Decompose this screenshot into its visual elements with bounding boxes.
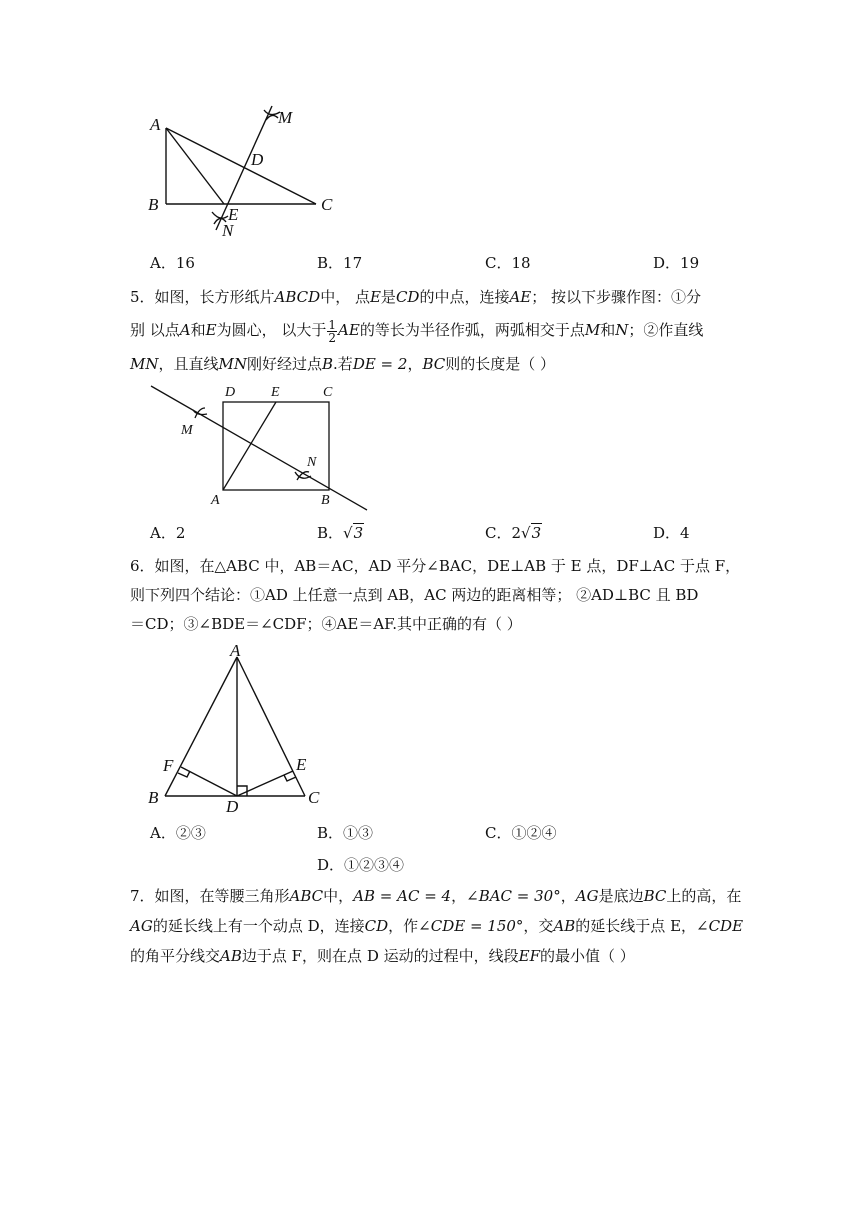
q5-label-m: M (181, 423, 193, 438)
q6-line-2: 则下列四个结论：①AD 上任意一点到 AB，AC 两边的距离相等； ②AD⊥BC 且 BD (130, 586, 699, 604)
q4-option-a: A．16 (150, 254, 195, 272)
q6-right-angle-f (178, 771, 190, 777)
q5-line-mn (151, 386, 367, 510)
q6-line-3: ＝CD；③∠BDE＝∠CDF；④AE＝AF.其中正确的有（ ） (130, 615, 522, 633)
q6-option-b: B．①③ (317, 824, 374, 842)
q5-option-d: D．4 (653, 524, 690, 542)
q6-segment-ab (165, 657, 237, 796)
q5-option-b-sqrt: √3 (343, 524, 364, 542)
q7-line-2: AG的延长线上有一个动点 D，连接CD，作∠CDE = 150°，交AB的延长线于点 E，∠CDE (130, 917, 744, 935)
q4-label-d: D (251, 150, 264, 169)
q5-label-e: E (271, 385, 280, 400)
q4-segment-ae (166, 128, 224, 204)
q6-line-1: 6．如图，在△ABC 中，AB＝AC，AD 平分∠BAC，DE⊥AB 于 E 点，DF⊥AC 于点 F， (130, 557, 741, 575)
q4-arc-n (212, 212, 228, 218)
q5-option-a: A．2 (150, 524, 186, 542)
q4-label-b: B (148, 195, 159, 214)
q6-option-c: C．①②④ (485, 824, 557, 842)
q7-line-1: 7．如图，在等腰三角形ABC中，AB = AC = 4，∠BAC = 30°，AG是底边BC上的高，在 (130, 887, 742, 905)
q4-option-d: D．19 (653, 254, 700, 272)
q5-option-b: B．√3 (317, 524, 364, 542)
q7-line-3: 的角平分线交AB边于点 F，则在点 D 运动的过程中，线段EF的最小值（ ） (130, 947, 635, 965)
q4-option-c: C．18 (485, 254, 531, 272)
q4-segment-ac (166, 128, 316, 204)
q5-label-d: D (225, 385, 236, 400)
q6-label-e: E (296, 755, 307, 774)
q5-label-b: B (321, 493, 330, 508)
q6-option-a: A．②③ (150, 824, 206, 842)
q4-option-b: B．17 (317, 254, 363, 272)
q6-figure (140, 640, 340, 816)
q5-segment-ae (223, 402, 276, 490)
q6-segment-ac (237, 657, 305, 796)
q4-label-m: M (278, 108, 293, 127)
q5-fraction-half: $\frac{1}{2}$ (328, 317, 337, 345)
q4-label-n: N (222, 221, 234, 240)
q5-option-c-sqrt: √3 (521, 524, 542, 542)
q5-line-2: 别 以点A和E为圆心， 以大于 $\frac{1}{2}$ AE的等长为半径作弧，两弧相交于点M和N；②作直线 (130, 317, 704, 345)
q4-label-c: C (321, 195, 333, 214)
q6-right-angle-e (284, 775, 296, 781)
q4-label-e: E (228, 205, 239, 224)
q5-label-c: C (323, 385, 333, 400)
q5-figure (145, 380, 375, 515)
q6-label-f: F (163, 756, 174, 775)
q6-label-b: B (148, 788, 159, 807)
q6-label-c: C (308, 788, 320, 807)
q5-label-a: A (211, 493, 220, 508)
q5-line-3: MN，且直线MN刚好经过点B.若DE = 2，BC则的长度是（ ） (130, 355, 556, 373)
q4-line-mn (216, 106, 272, 230)
q6-option-d: D．①②③④ (317, 856, 405, 874)
q5-option-c: C．2√3 (485, 524, 542, 542)
q5-line-1: 5．如图，长方形纸片ABCD中， 点E是CD的中点，连接AE； 按以下步骤作图：①分 (130, 288, 702, 306)
q6-label-a: A (230, 641, 241, 660)
q4-label-a: A (150, 115, 161, 134)
q5-label-n: N (307, 455, 317, 470)
q6-label-d: D (226, 797, 239, 816)
q5-rectangle-abcd (223, 402, 329, 490)
q4-figure (140, 100, 360, 245)
